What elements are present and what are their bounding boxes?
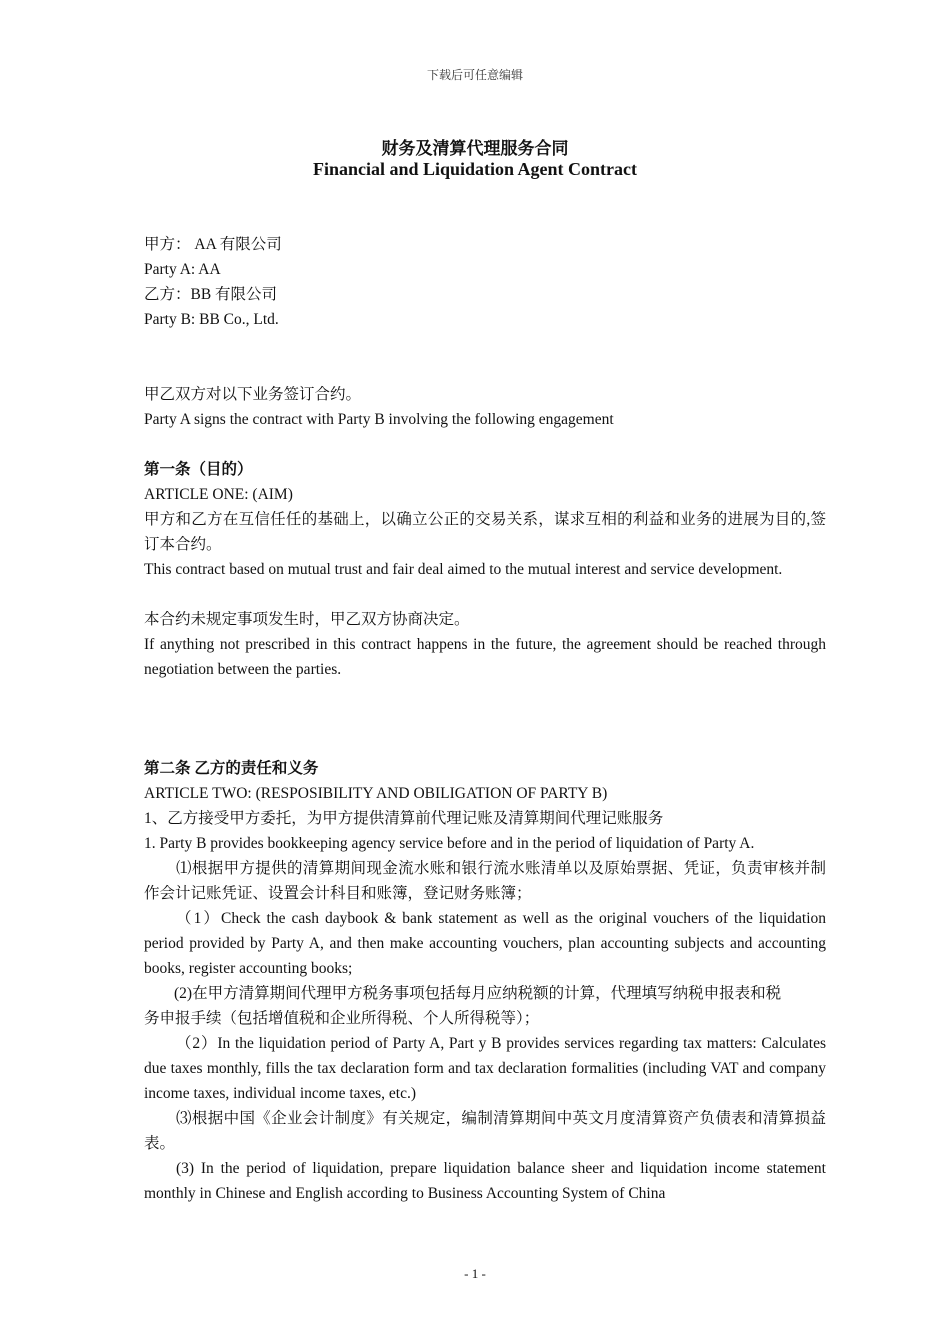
party-b-english: Party B: BB Co., Ltd. [144,311,279,328]
page-number: - 1 - [464,1266,486,1281]
item-1-chinese: 1、乙方接受甲方委托，为甲方提供清算前代理记账及清算期间代理记账服务 [144,810,664,827]
article-one-heading-english: ARTICLE ONE: (AIM) [144,486,293,503]
page-header: 下载后可任意编辑 [426,68,523,82]
article-two [144,756,826,1206]
article-one-heading-chinese: 第一条（目的） [144,461,253,478]
party-b-chinese: 乙方：BB 有限公司 [144,286,278,303]
article-one-unprescribed-english: If anything not prescribed in this contract happens in the future, the agreement should be reached through negotiation between the parties. [144,636,826,678]
title-english: Financial and Liquidation Agent Contract [312,159,638,179]
sub-item-1-english: （1）Check the cash daybook & bank statement as well as the original vouchers of the liquidation period provided by Party A, and then make accounting vouchers, plan accounting subjects and accounting books, register accounting books; [144,910,826,977]
sub-item-3-english: (3) In the period of liquidation, prepare liquidation balance sheer and liquidation income statement monthly in Chinese and English according to Business Accounting System of China [144,1160,826,1202]
party-a-chinese: 甲方： AA 有限公司 [144,236,282,253]
sub-item-1-chinese: ⑴根据甲方提供的清算期间现金流水账和银行流水账清单以及原始票据、凭证，负责审核并制作会计记账凭证、设置会计科目和账簿，登记财务账簿； [144,860,826,902]
sub-item-2-english: （2）In the liquidation period of Party A, Part y B provides services regarding tax matters: Calculates due taxes monthly, fills the tax declaration form and tax declaration formalities (including VAT and company income taxes, individual income taxes, etc.) [144,1035,826,1102]
article-one-unprescribed-chinese: 本合约未规定事项发生时，甲乙双方协商决定。 [144,611,470,628]
parties-block [144,232,826,332]
sub-item-3-chinese: ⑶根据中国《企业会计制度》有关规定，编制清算期间中英文月度清算资产负债表和清算损益表。 [144,1110,826,1152]
spacer [144,582,826,607]
article-two-heading-english: ARTICLE TWO: (RESPOSIBILITY AND OBILIGATION OF PARTY B) [144,785,608,802]
item-1-english: 1. Party B provides bookkeeping agency service before and in the period of liquidation of Party A. [144,835,755,852]
sub-item-2-chinese-line1: (2)在甲方清算期间代理甲方税务事项包括每月应纳税额的计算，代理填写纳税申报表和税 [174,985,782,1002]
article-one [144,457,826,682]
party-a-english: Party A: AA [144,261,221,278]
intro-chinese: 甲乙双方对以下业务签订合约。 [144,386,362,403]
article-two-heading-chinese: 第二条 乙方的责任和义务 [144,760,319,777]
intro-block [144,382,826,432]
article-one-aim-english: This contract based on mutual trust and fair deal aimed to the mutual interest and service development. [144,561,783,578]
sub-item-2-chinese-line2: 务申报手续（包括增值税和企业所得税、个人所得税等）； [144,1010,540,1027]
intro-english: Party A signs the contract with Party B involving the following engagement [144,411,614,428]
article-one-aim-chinese: 甲方和乙方在互信任任的基础上，以确立公正的交易关系，谋求互相的利益和业务的进展为目的,签订本合约。 [144,511,826,553]
title-chinese: 财务及清算代理服务合同 [381,139,569,158]
